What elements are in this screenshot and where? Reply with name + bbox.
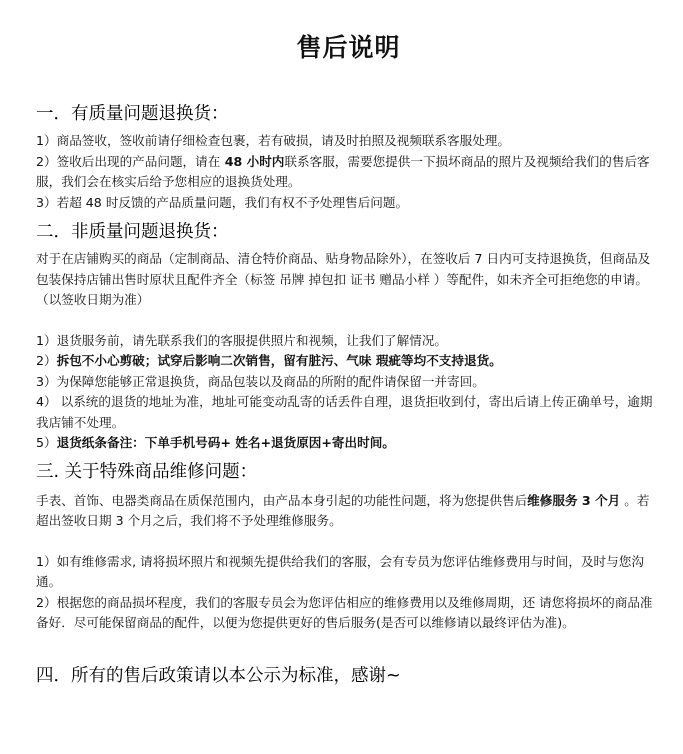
section-1-item-2: 2）签收后出现的产品问题，请在 48 小时内联系客服，需要您提供一下损坏商品的照片及视频给我们的售后客服，我们会在核实后给予您相应的退换货处理。 bbox=[36, 153, 650, 189]
section-2-intro: 对于在店铺购买的商品（定制商品、清仓特价商品、贴身物品除外），在签收后 7 日内可支持退换货，但商品及包装保持店铺出售时原状且配件齐全（标签 吊牌 掉包扣 证书 赠品小样 ）等配件，如未齐全可拒绝您的申请。（以签收日期为准） bbox=[36, 251, 651, 307]
spacer bbox=[36, 311, 661, 331]
section-2-body bbox=[36, 249, 661, 454]
section-2-item-4: 4） 以系统的退货的地址为准，地址可能变动乱寄的话丢件自理，退货拒收到付，寄出后请上传正确单号，逾期我店铺不处理。 bbox=[36, 394, 653, 430]
spacer bbox=[36, 532, 661, 552]
section-2-item-1: 1）退货服务前，请先联系我们的客服提供照片和视频，让我们了解情况。 bbox=[36, 332, 448, 348]
section-1-item-3: 3）若超 48 时反馈的产品质量问题，我们有权不予处理售后问题。 bbox=[36, 194, 409, 210]
section-3-intro: 手表、首饰、电器类商品在质保范围内，由产品本身引起的功能性问题，将为您提供售后维修服务 3 个月 。若超出签收日期 3 个月之后，我们将不予处理维修服务。 bbox=[36, 492, 650, 528]
section-2-heading: 二．非质量问题退换货： bbox=[36, 222, 229, 242]
section-2-item-2: 2）拆包不小心剪破；试穿后影响二次销售，留有脏污、气味 瑕疵等均不支持退货。 bbox=[36, 353, 502, 368]
section-2-item-3: 3）为保障您能够正常退换货，商品包装以及商品的所附的配件请保留一并寄回。 bbox=[36, 373, 485, 389]
section-2-item-5: 5）退货纸条备注：下单手机号码+ 姓名+退货原因+寄出时间。 bbox=[36, 435, 395, 450]
page-title: 售后说明 bbox=[296, 33, 401, 62]
section-1-heading: 一．有质量问题退换货： bbox=[36, 104, 229, 124]
section-1-item-1: 1）商品签收，签收前请仔细检查包裹，若有破损，请及时拍照及视频联系客服处理。 bbox=[36, 133, 510, 148]
highlight-repair-3-months: 维修服务 3 个月 bbox=[527, 492, 621, 508]
section-1-body bbox=[36, 131, 661, 213]
section-3-item-1: 1）如有维修需求, 请将损坏照片和视频先提供给我们的客服，会有专员为您评估维修费用与时间，及时与您沟通。 bbox=[36, 553, 644, 589]
section-4-heading: 四．所有的售后政策请以本公示为标准，感谢~ bbox=[36, 665, 401, 686]
section-3-item-2: 2）根据您的商品损坏程度，我们的客服专员会为您评估相应的维修费用以及维修周期，还 请您将损坏的商品准备好．尽可能保留商品的配件，以便为您提供更好的售后服务(是否可以维修请以最终评估为准)。 bbox=[36, 594, 653, 630]
highlight-48h: 48 小时内 bbox=[220, 153, 285, 169]
section-3-body bbox=[36, 491, 661, 634]
section-3-heading: 三. 关于特殊商品维修问题： bbox=[36, 461, 258, 482]
